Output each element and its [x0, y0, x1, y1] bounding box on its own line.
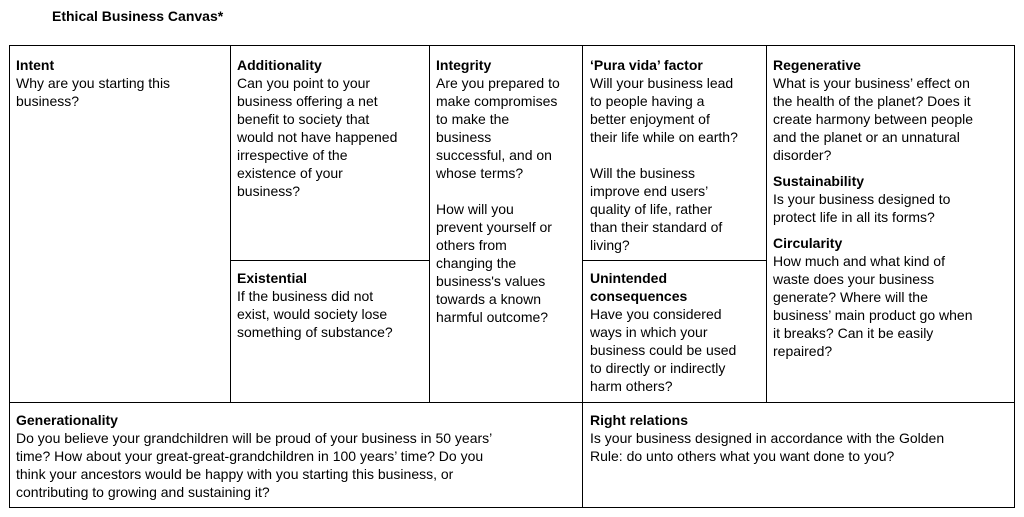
divider-puravida-unintended: [582, 260, 767, 261]
additionality-text: Can you point to your business offering a net benefit to society that would not have happened irrespective of the existence of your business?: [237, 75, 398, 199]
divider-intent-additionality: [230, 46, 231, 402]
pura-vida-cell: [590, 56, 766, 254]
pura-vida-heading: ‘Pura vida’ factor: [590, 57, 703, 73]
pura-vida-text-1: Will your business lead to people having a better enjoyment of their life while on earth?: [590, 75, 738, 145]
divider-top-bottom-rows: [10, 402, 1014, 403]
additionality-heading: Additionality: [237, 57, 322, 73]
intent-heading: Intent: [16, 57, 55, 73]
regenerative-text: What is your business’ effect on the health of the planet? Does it create harmony between people and the planet or an unnatural disorder?: [773, 75, 974, 163]
integrity-heading: Integrity: [436, 57, 492, 73]
generationality-heading: Generationality: [16, 412, 118, 428]
integrity-text-2: How will you prevent yourself or others from changing the business's values towards a known harmful outcome?: [436, 201, 552, 325]
generationality-cell: [16, 411, 578, 501]
unintended-consequences-cell: [590, 269, 766, 395]
integrity-text-1: Are you prepared to make compromises to make the business successful, and on whose terms?: [436, 75, 560, 181]
divider-integrity-puravida: [582, 46, 583, 507]
circularity-text: How much and what kind of waste does your business generate? Where will the business’ main product go when it breaks? Can it be easily repaired?: [773, 253, 973, 359]
integrity-cell: [436, 56, 581, 326]
existential-text: If the business did not exist, would society lose something of substance?: [237, 288, 393, 340]
divider-additionality-integrity: [429, 46, 430, 402]
divider-additionality-existential: [230, 260, 430, 261]
intent-text: Why are you starting this business?: [16, 75, 171, 109]
existential-heading: Existential: [237, 270, 308, 286]
sustainability-heading: Sustainability: [773, 173, 865, 189]
divider-puravida-regenerative: [766, 46, 767, 402]
planet-cell: [773, 56, 1011, 360]
right-relations-text: Is your business designed in accordance with the Golden Rule: do unto others what you want done to you?: [590, 430, 945, 464]
document-title: Ethical Business Canvas*: [52, 8, 224, 24]
ethical-business-canvas-table: [9, 45, 1015, 508]
circularity-heading: Circularity: [773, 235, 843, 251]
sustainability-text: Is your business designed to protect life in all its forms?: [773, 191, 951, 225]
unintended-consequences-text: Have you considered ways in which your business could be used to directly or indirectly harm others?: [590, 306, 737, 394]
unintended-consequences-heading: Unintended consequences: [590, 270, 688, 304]
intent-cell: [16, 56, 224, 110]
right-relations-heading: Right relations: [590, 412, 689, 428]
right-relations-cell: [590, 411, 1010, 465]
additionality-cell: [237, 56, 427, 200]
existential-cell: [237, 269, 427, 341]
regenerative-heading: Regenerative: [773, 57, 861, 73]
pura-vida-text-2: Will the business improve end users’ quality of life, rather than their standard of living?: [590, 165, 723, 253]
generationality-text: Do you believe your grandchildren will be proud of your business in 50 years’ time? How about your great-great-grandchildren in 100 years’ time? Do you think your ancestors would be happy with you starting this business, or contributing to growing and sustaining it?: [16, 430, 493, 500]
